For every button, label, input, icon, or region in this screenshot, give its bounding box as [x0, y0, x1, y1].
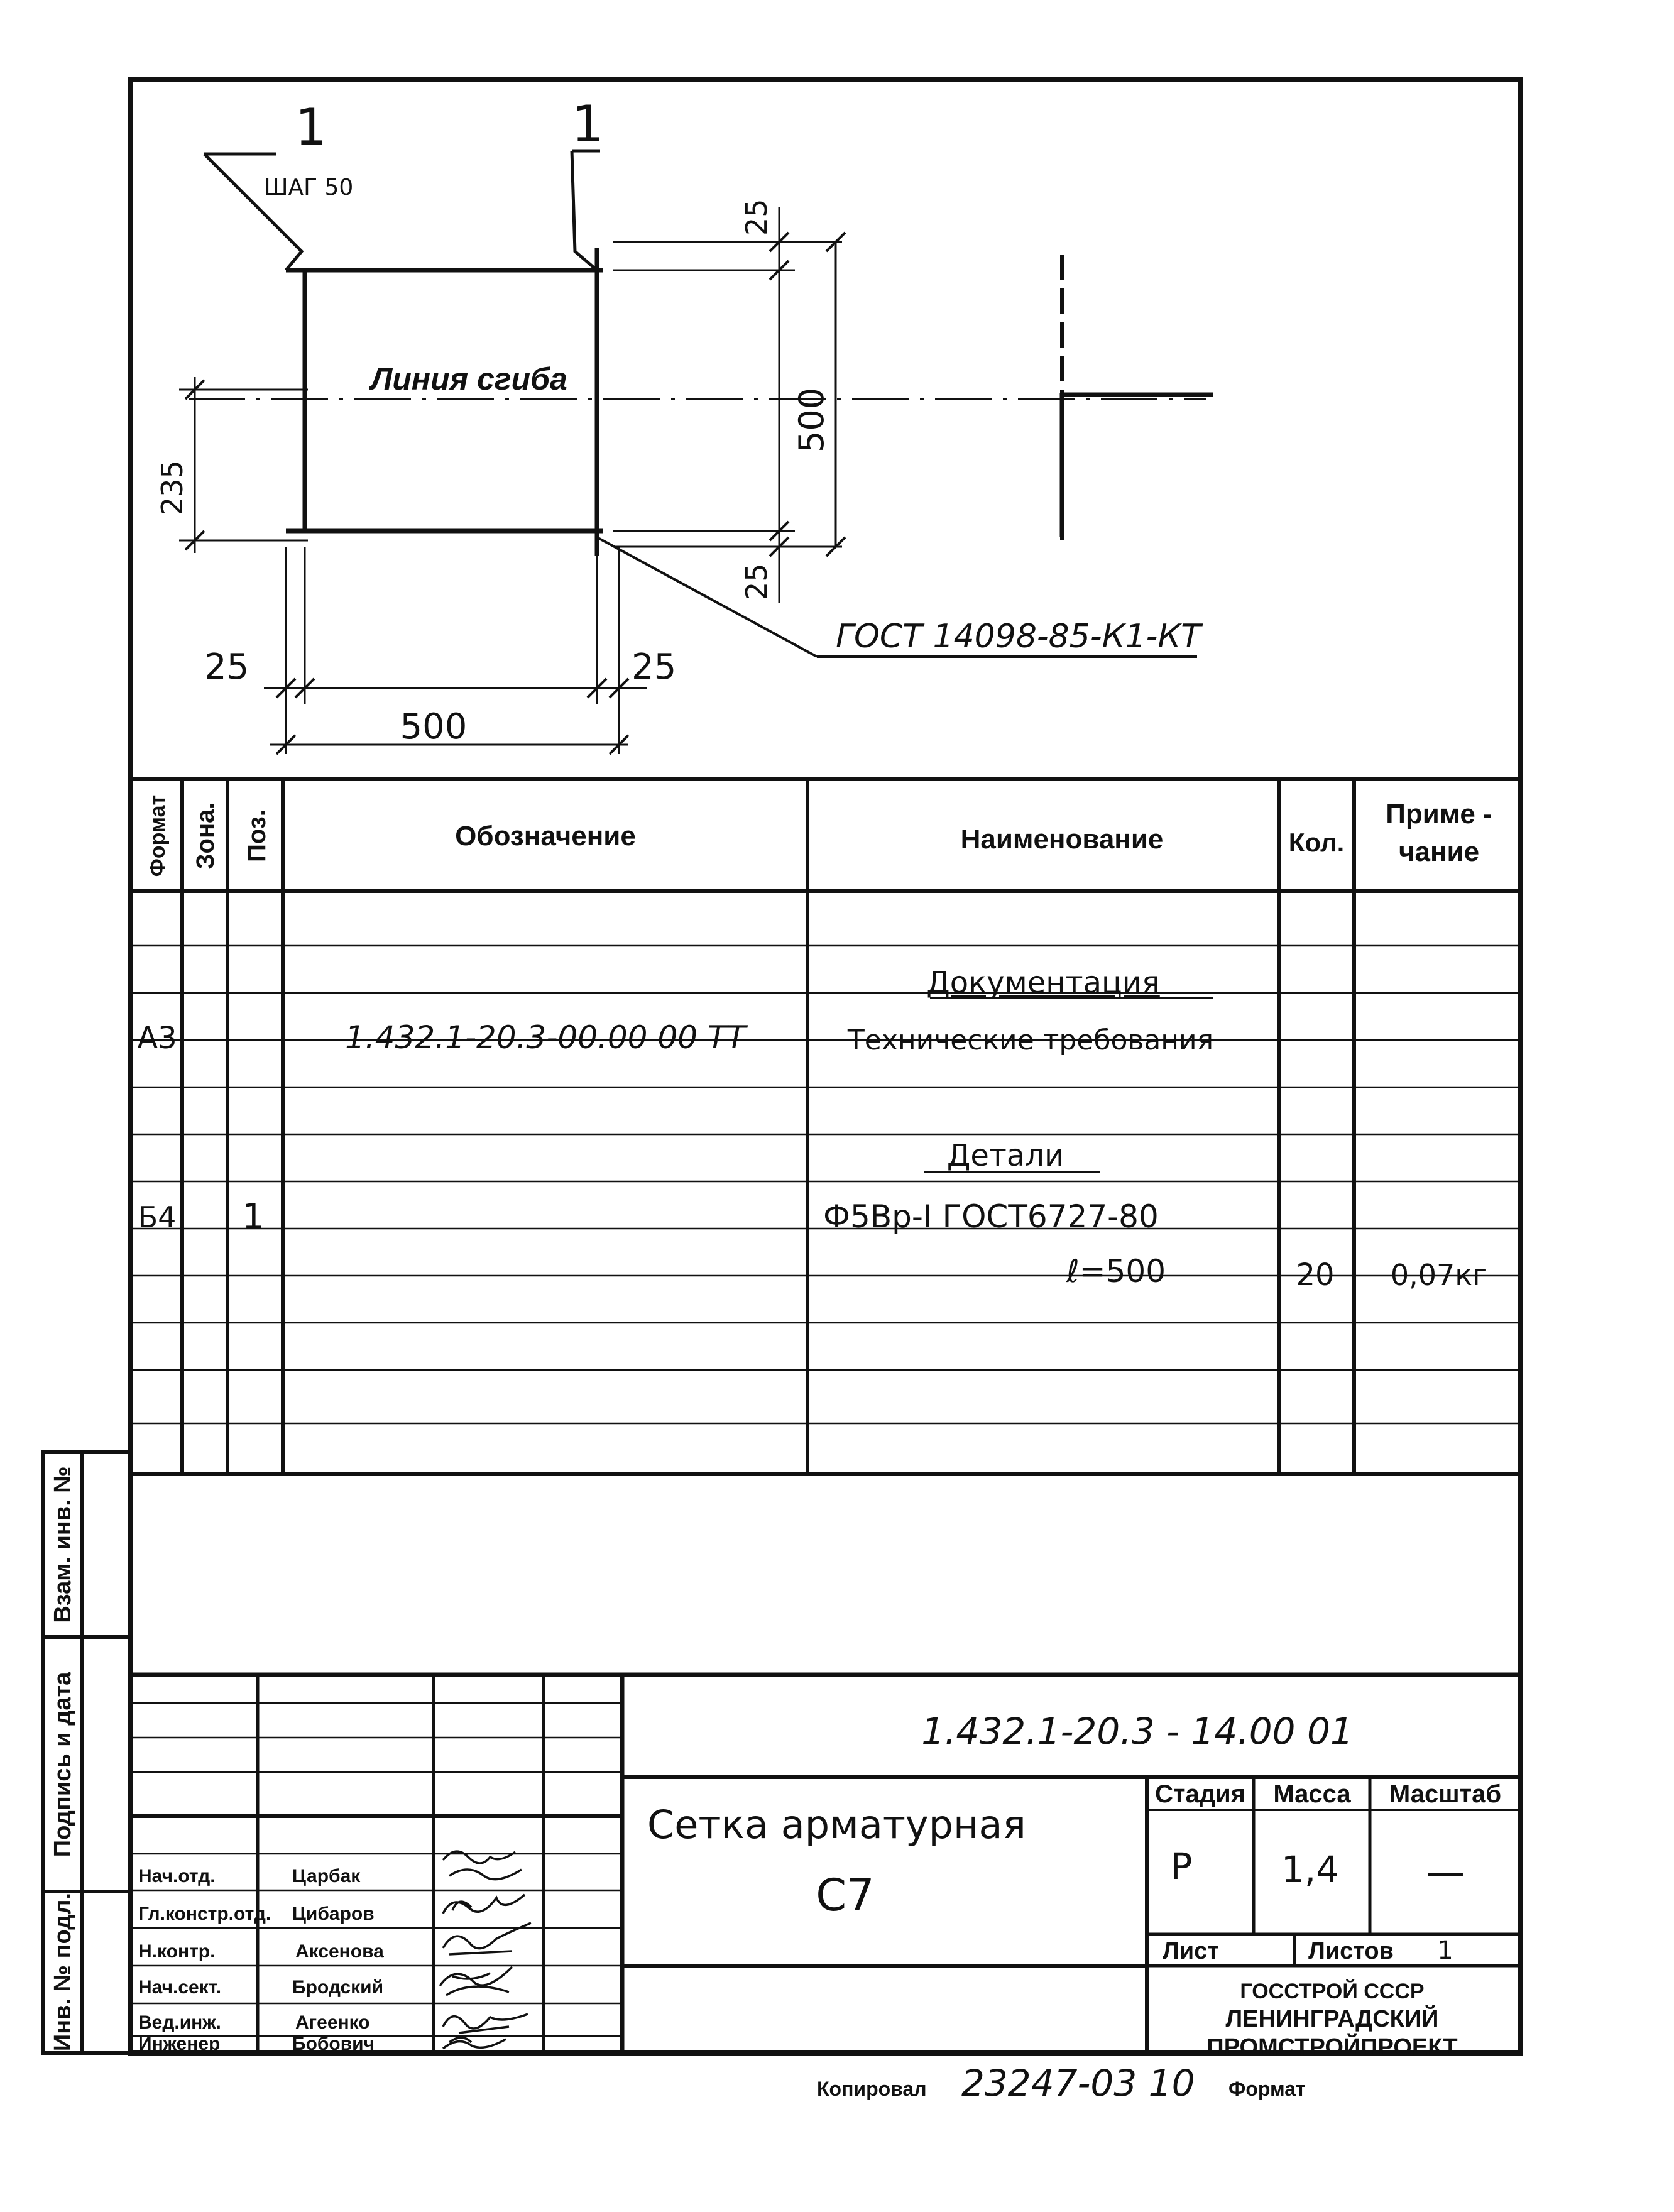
document-title-line2: С7: [816, 1870, 875, 1921]
staff-list: [138, 1866, 384, 2054]
mesh-outline: [204, 151, 1197, 657]
details-section-title: Детали: [946, 1138, 1064, 1173]
stage-label: Стадия: [1154, 1780, 1246, 1808]
stamp-signature-date: Подпись и дата: [50, 1672, 76, 1858]
row-b4-note: 0,07кг: [1390, 1258, 1488, 1292]
row-b4-name: Ф5Вр-I ГОСТ6727-80: [823, 1198, 1159, 1235]
staff-name: Аксенова: [295, 1941, 384, 1962]
section-mark-left: 1: [295, 98, 327, 156]
dim-left-25: 25: [204, 647, 249, 687]
dim-bottom-25: 25: [740, 563, 774, 600]
org-line3: ПРОМСТРОЙПРОЕКТ: [1206, 2034, 1458, 2061]
weld-gost-label: ГОСТ 14098-85-К1-КТ: [836, 618, 1201, 655]
sheets-value: 1: [1437, 1936, 1453, 1965]
staff-role: Инженер: [138, 2034, 221, 2054]
header-format: Формат: [146, 794, 170, 877]
stamp-inv-subst: Взам. инв. №: [50, 1466, 76, 1623]
row-a3-name: Технические требования: [847, 1024, 1214, 1056]
staff-role: Н.контр.: [138, 1941, 216, 1962]
dim-height-500: 500: [792, 387, 831, 452]
row-a3-designation: 1.432.1-20.3-00.00 00 ТТ: [345, 1019, 746, 1056]
stamp-inv-orig: Инв. № подл.: [50, 1892, 76, 2052]
header-note-line1: Приме -: [1386, 799, 1492, 830]
scale-value: —: [1426, 1849, 1465, 1895]
row-b4-format: Б4: [138, 1200, 177, 1234]
dim-left-235: 235: [155, 460, 189, 515]
bend-line-label: Линия сгиба: [371, 361, 567, 397]
staff-role: Вед.инж.: [138, 2012, 221, 2033]
dimension-ticks: [185, 233, 845, 754]
section-mark-left-step: ШАГ 50: [264, 175, 354, 200]
signatures: [440, 1851, 531, 2049]
header-qty: Кол.: [1288, 828, 1345, 857]
scale-label: Масштаб: [1389, 1780, 1502, 1808]
title-block: [130, 1675, 1521, 2061]
dim-width-500: 500: [400, 706, 468, 747]
row-a3-format: А3: [137, 1021, 177, 1056]
staff-name: Бобович: [292, 2034, 375, 2054]
staff-name: Цибаров: [292, 1903, 375, 1924]
stage-value: Р: [1170, 1845, 1193, 1888]
document-title-line1: Сетка арматурная: [647, 1802, 1026, 1848]
row-b4-qty: 20: [1296, 1257, 1335, 1293]
staff-name: Бродский: [292, 1977, 384, 1998]
staff-role: Нач.отд.: [138, 1866, 216, 1886]
mass-value: 1,4: [1281, 1848, 1340, 1891]
dim-right-25: 25: [632, 647, 677, 687]
dim-top-25: 25: [740, 199, 774, 236]
rebar-mesh-sketch: [155, 95, 1213, 754]
spec-table-grid: [130, 779, 1521, 1474]
header-pos: Поз.: [243, 809, 271, 862]
staff-role: Нач.сект.: [138, 1977, 222, 1998]
org-line2: ЛЕНИНГРАДСКИЙ: [1225, 2006, 1439, 2032]
header-zone: Зона.: [192, 802, 219, 870]
staff-name: Агеенко: [295, 2012, 370, 2033]
dimension-lines: [179, 207, 842, 754]
copied-label: Копировал: [817, 2078, 927, 2100]
sheet-frame: [130, 80, 1521, 2053]
section-view: [1062, 255, 1213, 540]
staff-name: Царбак: [292, 1866, 361, 1886]
spec-table: [130, 779, 1521, 1474]
header-note-line2: чание: [1398, 836, 1480, 867]
sheets-label: Листов: [1308, 1938, 1394, 1964]
mass-label: Масса: [1273, 1780, 1351, 1808]
copy-number: 23247-03 10: [961, 2062, 1195, 2105]
side-stamp: [43, 1452, 130, 2053]
sheet-label: Лист: [1162, 1938, 1219, 1964]
staff-role: Гл.констр.отд.: [138, 1903, 271, 1924]
document-number: 1.432.1-20.3 - 14.00 01: [921, 1710, 1354, 1753]
header-name: Наименование: [960, 824, 1164, 855]
org-line1: ГОССТРОЙ СССР: [1240, 1979, 1425, 2003]
doc-section-title: Документация: [926, 965, 1160, 1000]
section-mark-right: 1: [571, 95, 604, 153]
format-label: Формат: [1228, 2078, 1306, 2100]
row-b4-pos: 1: [242, 1196, 265, 1237]
row-b4-length: ℓ=500: [1066, 1253, 1166, 1289]
footer: [817, 2062, 1306, 2105]
header-designation: Обозначение: [455, 821, 636, 851]
